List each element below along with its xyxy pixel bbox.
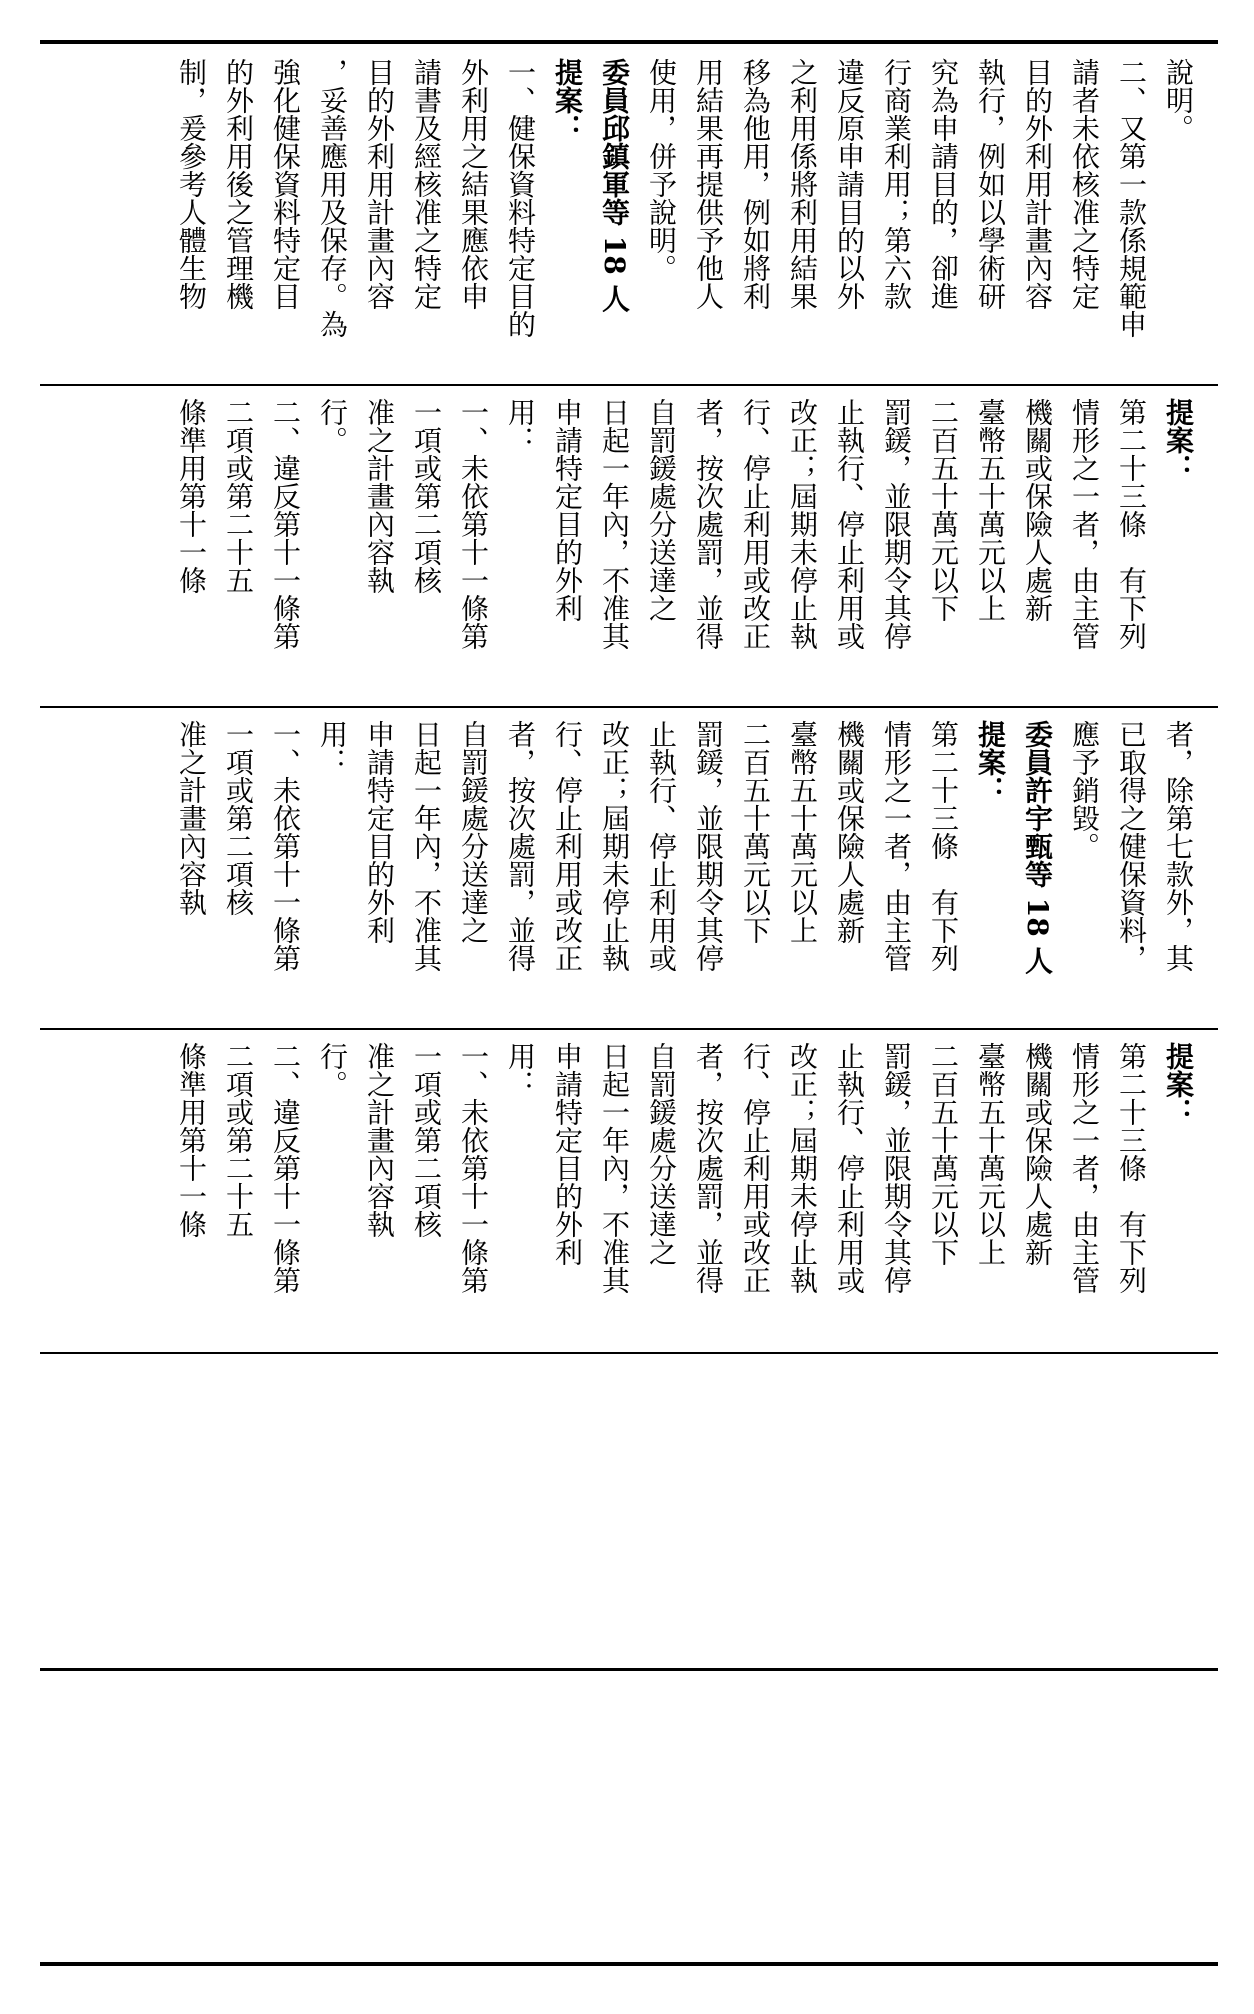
text-line: 情形之一者，由主管 bbox=[880, 720, 913, 972]
text-line: 情形之一者，由主管 bbox=[1068, 1042, 1101, 1294]
section-divider bbox=[40, 1668, 1218, 1671]
text-line: 二、違反第十一條第 bbox=[269, 398, 302, 650]
text-line: 臺幣五十萬元以上 bbox=[974, 398, 1007, 622]
text-line: 已取得之健保資料， bbox=[1115, 720, 1148, 972]
text-line: 者，按次處罰，並得 bbox=[504, 720, 537, 972]
text-line: 申請特定目的外利 bbox=[551, 398, 584, 622]
table-row-1 bbox=[40, 44, 1218, 384]
text-line: 行、停止利用或改正 bbox=[739, 1042, 772, 1294]
text-line: 者，按次處罰，並得 bbox=[692, 1042, 725, 1294]
text-line: 目的外利用計畫內容 bbox=[1021, 58, 1054, 310]
table-row-3 bbox=[40, 706, 1218, 1028]
text-line: 一、未依第十一條第 bbox=[457, 1042, 490, 1294]
text-line: 情形之一者，由主管 bbox=[1068, 398, 1101, 650]
text-line: 用： bbox=[504, 1042, 537, 1098]
text-line: 改正；屆期未停止執 bbox=[786, 398, 819, 650]
text-line: 目的外利用計畫內容 bbox=[363, 58, 396, 310]
text-line: 委員邱鎮軍等 18 人 bbox=[598, 58, 631, 313]
text-line: 改正；屆期未停止執 bbox=[598, 720, 631, 972]
text-line: 者，除第七款外，其 bbox=[1162, 720, 1195, 972]
text-line: 行。 bbox=[316, 398, 349, 454]
text-line: 機關或保險人處新 bbox=[833, 720, 866, 944]
text-line: 二項或第二十五 bbox=[222, 1042, 255, 1238]
text-line: 一項或第二項核 bbox=[222, 720, 255, 916]
text-line: 行。 bbox=[316, 1042, 349, 1098]
text-line: 請者未依核准之特定 bbox=[1068, 58, 1101, 310]
text-line: 強化健保資料特定目 bbox=[269, 58, 302, 310]
text-line: 一項或第二項核 bbox=[410, 398, 443, 594]
text-line: 止執行、停止利用或 bbox=[833, 1042, 866, 1294]
text-line: 行、停止利用或改正 bbox=[551, 720, 584, 972]
text-line: 臺幣五十萬元以上 bbox=[786, 720, 819, 944]
text-line: 自罰鍰處分送達之 bbox=[645, 1042, 678, 1266]
text-line: 機關或保險人處新 bbox=[1021, 398, 1054, 622]
bottom-border bbox=[40, 1962, 1218, 1966]
text-line: 日起一年內，不准其 bbox=[410, 720, 443, 972]
text-line: 說明。 bbox=[1162, 58, 1195, 142]
text-line: 條準用第十一條 bbox=[175, 398, 208, 594]
text-line: 行商業利用；第六款 bbox=[880, 58, 913, 310]
text-line: 外利用之結果應依申 bbox=[457, 58, 490, 310]
text-line: 使用，併予說明。 bbox=[645, 58, 678, 282]
text-line: 委員許宇甄等 18 人 bbox=[1021, 720, 1054, 975]
text-line: 第二十三條 有下列 bbox=[1115, 1042, 1148, 1294]
text-line: 執行，例如以學術研 bbox=[974, 58, 1007, 310]
text-line: 一、未依第十一條第 bbox=[269, 720, 302, 972]
text-line: 違反原申請目的以外 bbox=[833, 58, 866, 310]
text-line: 准之計畫內容執 bbox=[363, 398, 396, 594]
text-line: 用結果再提供予他人 bbox=[692, 58, 725, 310]
text-line: 二、又第一款係規範申 bbox=[1115, 58, 1148, 338]
text-line: 提案： bbox=[1162, 398, 1195, 482]
text-line: 請書及經核准之特定 bbox=[410, 58, 443, 310]
text-line: 一、未依第十一條第 bbox=[457, 398, 490, 650]
text-line: 二、違反第十一條第 bbox=[269, 1042, 302, 1294]
text-line: 罰鍰，並限期令其停 bbox=[880, 1042, 913, 1294]
text-line: 二項或第二十五 bbox=[222, 398, 255, 594]
text-line: 申請特定目的外利 bbox=[363, 720, 396, 944]
text-line: 二百五十萬元以下 bbox=[927, 1042, 960, 1266]
text-line: 之利用係將利用結果 bbox=[786, 58, 819, 310]
table-row-4 bbox=[40, 1028, 1218, 1352]
text-line: 的外利用後之管理機 bbox=[222, 58, 255, 310]
text-line: 第二十三條 有下列 bbox=[927, 720, 960, 972]
text-line: 提案： bbox=[974, 720, 1007, 804]
text-line: 二百五十萬元以下 bbox=[927, 398, 960, 622]
text-line: 日起一年內，不准其 bbox=[598, 398, 631, 650]
text-line: 罰鍰，並限期令其停 bbox=[880, 398, 913, 650]
text-line: 臺幣五十萬元以上 bbox=[974, 1042, 1007, 1266]
text-line: 應予銷毀。 bbox=[1068, 720, 1101, 860]
text-line: ，妥善應用及保存。為 bbox=[316, 58, 349, 338]
text-line: 究為申請目的，卻進 bbox=[927, 58, 960, 310]
text-line: 一項或第二項核 bbox=[410, 1042, 443, 1238]
text-line: 申請特定目的外利 bbox=[551, 1042, 584, 1266]
text-line: 改正；屆期未停止執 bbox=[786, 1042, 819, 1294]
text-line: 制，爰參考人體生物 bbox=[175, 58, 208, 310]
text-line: 自罰鍰處分送達之 bbox=[457, 720, 490, 944]
text-line: 機關或保險人處新 bbox=[1021, 1042, 1054, 1266]
text-line: 准之計畫內容執 bbox=[175, 720, 208, 916]
text-line: 第二十三條 有下列 bbox=[1115, 398, 1148, 650]
table-bottom-border bbox=[40, 1352, 1218, 1354]
text-line: 准之計畫內容執 bbox=[363, 1042, 396, 1238]
text-line: 自罰鍰處分送達之 bbox=[645, 398, 678, 622]
table-row-2 bbox=[40, 384, 1218, 706]
text-line: 罰鍰，並限期令其停 bbox=[692, 720, 725, 972]
text-line: 者，按次處罰，並得 bbox=[692, 398, 725, 650]
comparison-table bbox=[40, 44, 1218, 1352]
text-line: 一、健保資料特定目的 bbox=[504, 58, 537, 338]
text-line: 用： bbox=[316, 720, 349, 776]
text-line: 行、停止利用或改正 bbox=[739, 398, 772, 650]
text-line: 日起一年內，不准其 bbox=[598, 1042, 631, 1294]
text-line: 移為他用，例如將利 bbox=[739, 58, 772, 310]
text-line: 止執行、停止利用或 bbox=[833, 398, 866, 650]
text-line: 止執行、停止利用或 bbox=[645, 720, 678, 972]
text-line: 用： bbox=[504, 398, 537, 454]
text-line: 提案： bbox=[1162, 1042, 1195, 1126]
text-line: 二百五十萬元以下 bbox=[739, 720, 772, 944]
text-line: 提案： bbox=[551, 58, 584, 142]
text-line: 條準用第十一條 bbox=[175, 1042, 208, 1238]
